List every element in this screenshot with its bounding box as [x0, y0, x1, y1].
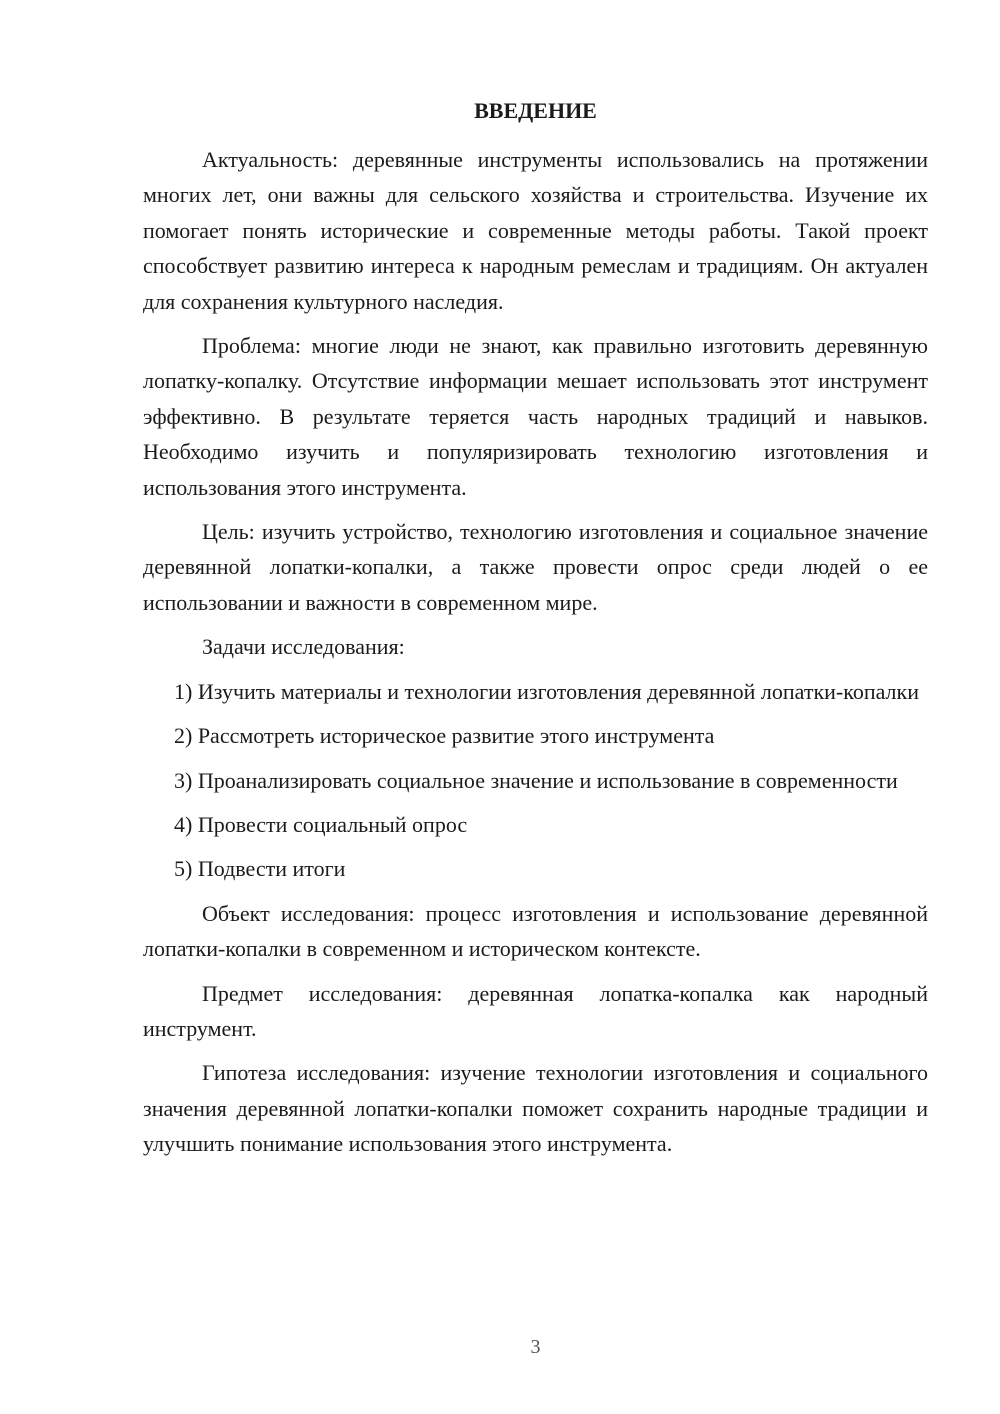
paragraph-object: Объект исследования: процесс изготовления и использование деревянной лопатки-копалки в современном и историческом контексте.: [143, 900, 928, 962]
document-page: [143, 0, 928, 1414]
paragraph-hypothesis: Гипотеза исследования: изучение технологии изготовления и социального значения деревянной лопатки-копалки поможет сохранить народные традиции и улучшить понимание использования этого инструмента.: [143, 1060, 928, 1157]
page-number: 3: [530, 1336, 541, 1358]
task-item-5: 5) Подвести итоги: [174, 856, 346, 882]
paragraph-relevance: Актуальность: деревянные инструменты использовались на протяжении многих лет, они важны для сельского хозяйства и строительства. Изучение их помогает понять исторические и современные методы работы. Такой проект способствует развитию интереса к народным ремеслам и традициям. Он актуален для сохранения культурного наследия.: [143, 147, 928, 314]
task-item-2: 2) Рассмотреть историческое развитие этого инструмента: [174, 723, 715, 749]
task-item-4: 4) Провести социальный опрос: [174, 811, 468, 837]
task-item-1: 1) Изучить материалы и технологии изготовления деревянной лопатки-копалки: [174, 678, 919, 704]
paragraph-problem: Проблема: многие люди не знают, как правильно изготовить деревянную лопатку-копалку. Отсутствие информации мешает использовать этот инструмент эффективно. В результате теряется часть народных традиций и навыков. Необходимо изучить и популяризировать технологию изготовления и использования этого инструмента.: [143, 333, 928, 500]
paragraph-goal: Цель: изучить устройство, технологию изготовления и социальное значение деревянной лопатки-копалки, а также провести опрос среди людей о ее использовании и важности в современном мире.: [143, 519, 928, 615]
document-body: [143, 142, 928, 1171]
page-title: ВВЕДЕНИЕ: [474, 98, 597, 123]
paragraph-subject: Предмет исследования: деревянная лопатка-копалка как народный инструмент.: [143, 980, 928, 1041]
task-item-3: 3) Проанализировать социальное значение и использование в современности: [174, 767, 898, 793]
paragraph-tasks-heading: Задачи исследования:: [202, 634, 405, 660]
